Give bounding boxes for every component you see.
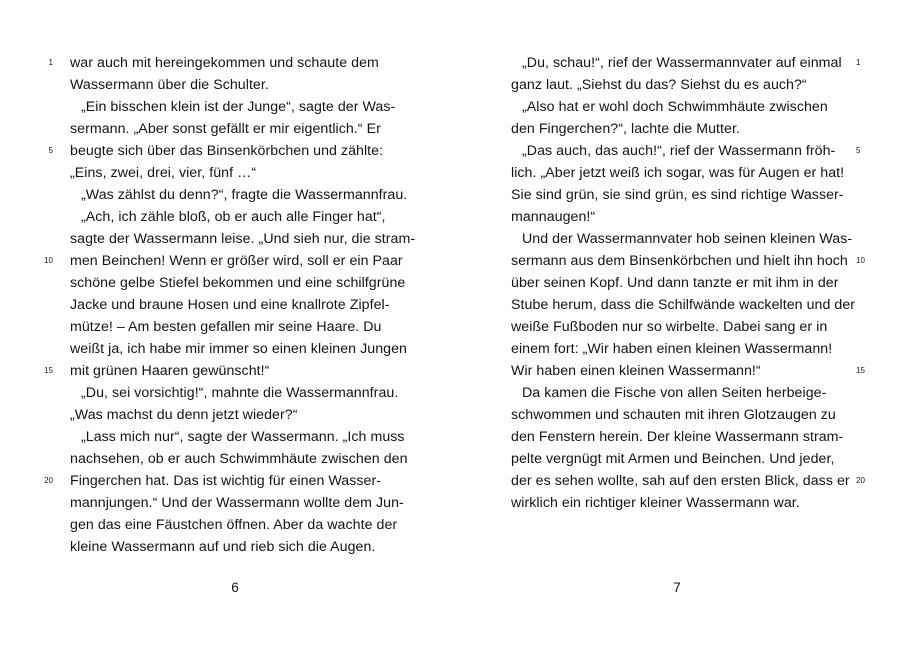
text-line: pelte vergnügt mit Armen und Beinchen. Und jeder,	[511, 451, 835, 467]
right-page	[456, 0, 911, 648]
text-line: schöne gelbe Stiefel bekommen und eine schilfgrüne	[70, 275, 406, 291]
text-line: Und der Wassermannvater hob seinen kleinen Was-	[522, 231, 853, 247]
text-line: gen das eine Fäustchen öffnen. Aber da wachte der	[70, 517, 398, 533]
text-line: über seinen Kopf. Und dann tanzte er mit ihm in der	[511, 275, 839, 291]
text-line: Wir haben einen kleinen Wassermann!“	[511, 363, 761, 379]
text-line: den Fenstern herein. Der kleine Wassermann stram-	[511, 429, 844, 445]
line-number: 5	[48, 146, 53, 155]
line-number: 20	[856, 476, 865, 485]
line-number: 15	[44, 366, 53, 375]
text-line: mütze! – Am besten gefallen mir seine Haare. Du	[70, 319, 382, 335]
text-line: „Also hat er wohl doch Schwimmhäute zwischen	[522, 99, 828, 115]
text-line: mit grünen Haaren gewünscht!“	[70, 363, 270, 379]
line-number: 15	[856, 366, 865, 375]
text-line: Sie sind grün, sie sind grün, es sind richtige Wasser-	[511, 187, 844, 203]
text-line: ganz laut. „Siehst du das? Siehst du es auch?“	[511, 77, 807, 93]
text-line: men Beinchen! Wenn er größer wird, soll er ein Paar	[70, 253, 403, 269]
text-line: Da kamen die Fische von allen Seiten herbeige-	[522, 385, 827, 401]
text-line: „Was machst du denn jetzt wieder?“	[70, 407, 298, 423]
text-line: schwommen und schauten mit ihren Glotzaugen zu	[511, 407, 836, 423]
text-line: „Eins, zwei, drei, vier, fünf …“	[70, 165, 257, 181]
text-line: „Was zählst du denn?“, fragte die Wassermannfrau.	[81, 187, 408, 203]
line-number: 20	[44, 476, 53, 485]
text-line: „Ein bisschen klein ist der Junge“, sagte der Was-	[81, 99, 396, 115]
line-number: 5	[856, 146, 861, 155]
page-number: 6	[231, 580, 239, 595]
line-number: 10	[44, 256, 53, 265]
text-line: der es sehen wollte, sah auf den ersten Blick, dass er	[511, 473, 850, 489]
text-line: nachsehen, ob er auch Schwimmhäute zwischen den	[70, 451, 408, 467]
left-page	[0, 0, 455, 648]
text-line: mannaugen!“	[511, 209, 596, 225]
text-line: einem fort: „Wir haben einen kleinen Wassermann!	[511, 341, 833, 357]
text-line: lich. „Aber jetzt weiß ich sogar, was für Augen er hat!	[511, 165, 845, 181]
text-line: Jacke und braune Hosen und eine knallrote Zipfel-	[70, 297, 390, 313]
text-line: mannjungen.“ Und der Wassermann wollte dem Jun-	[70, 495, 404, 511]
text-line: „Ach, ich zähle bloß, ob er auch alle Finger hat“,	[81, 209, 386, 225]
text-line: den Fingerchen?“, lachte die Mutter.	[511, 121, 740, 137]
text-line: sermann. „Aber sonst gefällt er mir eigentlich.“ Er	[70, 121, 381, 137]
text-line: sagte der Wassermann leise. „Und sieh nur, die stram-	[70, 231, 416, 247]
text-line: sermann aus dem Binsenkörbchen und hielt ihn hoch	[511, 253, 848, 269]
page-number: 7	[673, 580, 681, 595]
text-line: kleine Wassermann auf und rieb sich die Augen.	[70, 539, 376, 555]
text-line: weißt ja, ich habe mir immer so einen kleinen Jungen	[70, 341, 407, 357]
right-page-text	[511, 52, 856, 514]
text-line: „Du, sei vorsichtig!“, mahnte die Wassermannfrau.	[81, 385, 399, 401]
text-line: war auch mit hereingekommen und schaute dem	[70, 55, 379, 71]
text-line: wirklich ein richtiger kleiner Wassermann war.	[511, 495, 800, 511]
line-number: 1	[48, 58, 53, 67]
text-line: weiße Fußboden nur so wirbelte. Dabei sang er in	[511, 319, 828, 335]
line-number: 1	[856, 58, 861, 67]
line-number: 10	[856, 256, 865, 265]
text-line: Fingerchen hat. Das ist wichtig für einen Wasser-	[70, 473, 382, 489]
text-line: Stube herum, dass die Schilfwände wackelten und der	[511, 297, 856, 313]
text-line: „Lass mich nur“, sagte der Wassermann. „Ich muss	[81, 429, 405, 445]
text-line: beugte sich über das Binsenkörbchen und zählte:	[70, 143, 384, 159]
text-line: „Das auch, das auch!“, rief der Wassermann fröh-	[522, 143, 836, 159]
text-line: „Du, schau!“, rief der Wassermannvater auf einmal	[522, 55, 842, 71]
left-page-text	[70, 52, 416, 558]
text-line: Wassermann über die Schulter.	[70, 77, 269, 93]
